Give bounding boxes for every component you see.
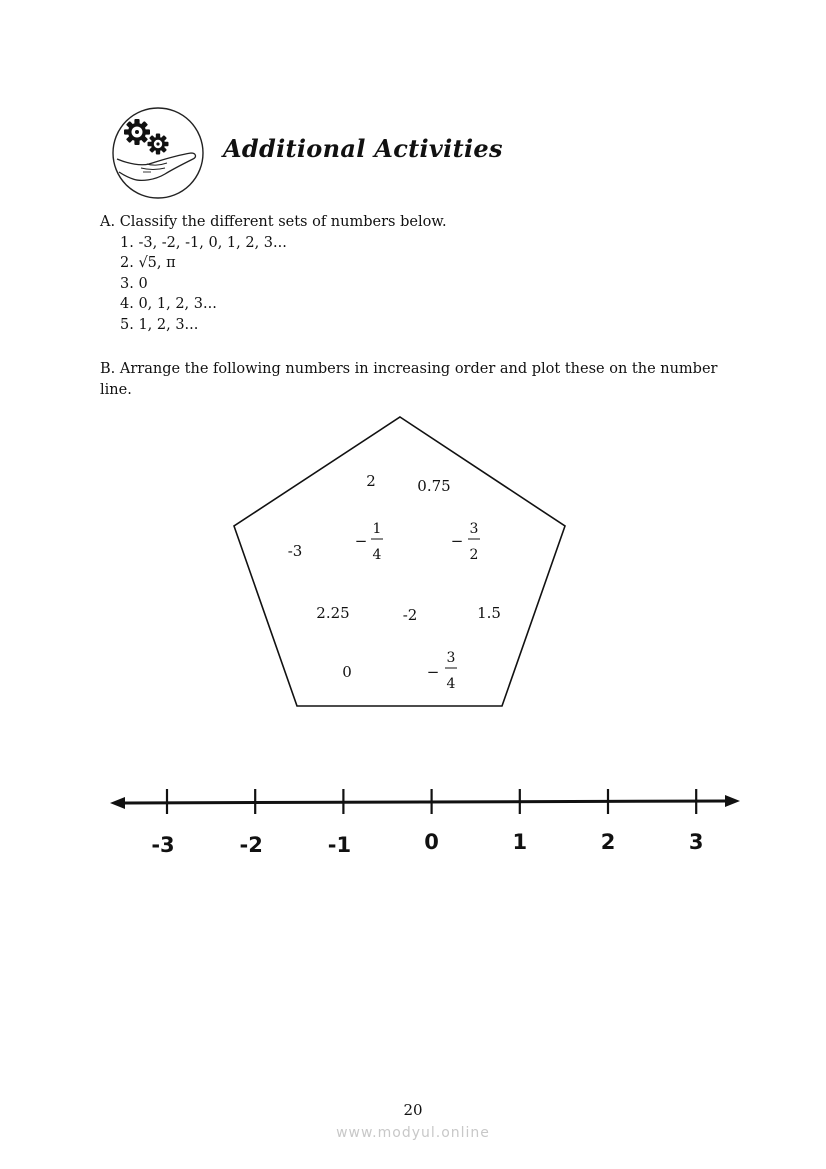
list-item: 5. 1, 2, 3... [120,316,199,333]
page-number: 20 [403,1101,423,1119]
number-0-75: 0.75 [417,477,451,495]
number-line [100,780,750,870]
tick-label: 2 [600,830,616,854]
fraction-denominator: 4 [446,676,456,692]
number-pentagon [226,412,572,712]
number-neg-3: -3 [287,542,303,560]
pentagon-outline [234,417,565,706]
fraction-neg-three-fourths [427,650,457,692]
tick-label: 1 [512,830,528,854]
tick-label: -1 [327,833,352,857]
fraction-neg-one-fourth [355,521,383,563]
list-item: 4. 0, 1, 2, 3... [120,296,217,312]
number-neg-2: -2 [402,606,418,624]
fraction-sign: − [354,532,368,550]
classification-list [100,233,447,336]
section-b-instruction: B. Arrange the following numbers in increasing order and plot these on the number line. [100,361,718,398]
tick-label: -3 [151,833,175,857]
number-1-5: 1.5 [477,604,501,622]
number-line-axis [120,801,728,803]
list-item: 2. √5, π [120,255,176,271]
right-arrow-icon [725,795,740,807]
section-a [100,212,447,335]
fraction-numerator: 3 [446,650,456,666]
section-a-instruction: A. Classify the different sets of numbers below. [100,214,447,230]
fraction-sign: − [426,663,440,681]
tick-label: -2 [239,833,263,857]
list-item: 3. 0 [120,275,148,292]
watermark: www.modyul.online [336,1125,490,1141]
fraction-denominator: 2 [469,547,479,563]
number-0: 0 [342,663,352,681]
number-2: 2 [366,472,376,490]
fraction-neg-three-halves [451,521,480,563]
gears-in-hand-icon [111,106,205,200]
tick-label: 0 [424,830,439,854]
fraction-denominator: 4 [372,547,382,563]
list-item: 1. -3, -2, -1, 0, 1, 2, 3... [120,234,287,251]
tick-label: 3 [688,830,704,854]
page-title: Additional Activities [223,134,503,163]
fraction-numerator: 1 [372,521,382,537]
fraction-numerator: 3 [469,521,479,537]
fraction-sign: − [450,532,464,550]
number-2-25: 2.25 [316,604,350,622]
left-arrow-icon [110,797,125,809]
